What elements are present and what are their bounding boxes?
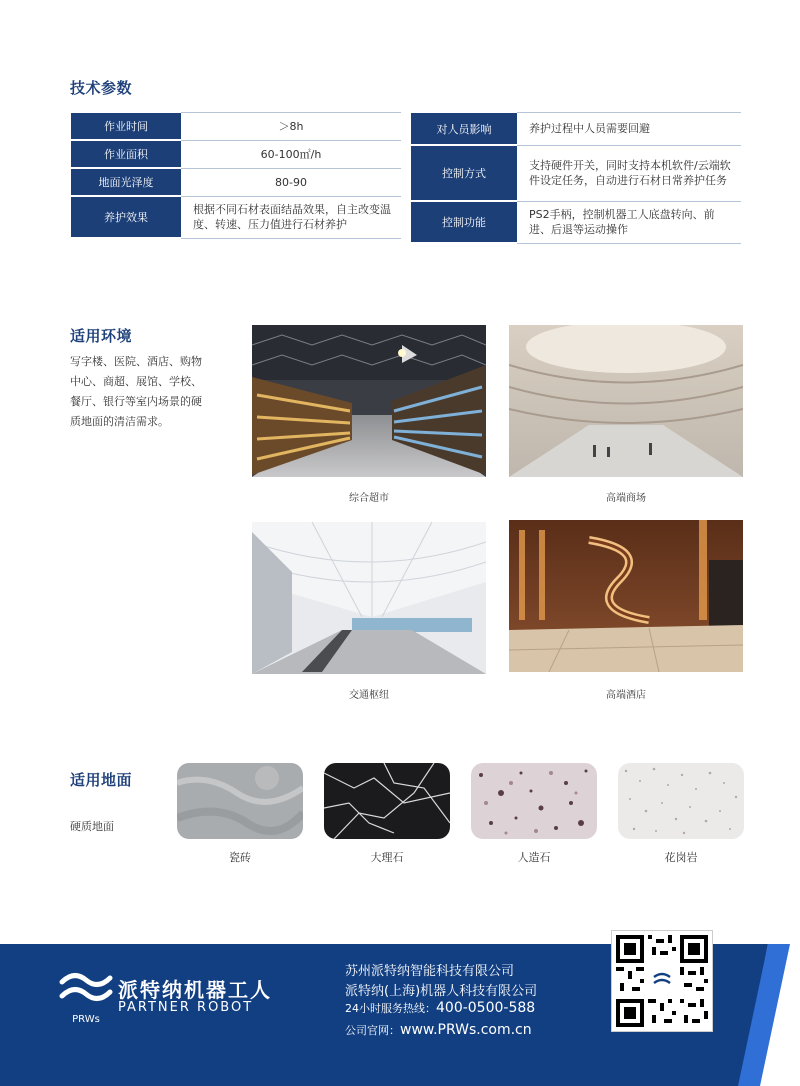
photo-transport-hub bbox=[252, 522, 486, 674]
tile-swatch bbox=[177, 763, 303, 839]
spec-value: 根据不同石材表面结晶效果，自主改变温度、转速、压力值进行石材养护 bbox=[181, 196, 401, 238]
table-row bbox=[411, 145, 741, 201]
spec-value: 80-90 bbox=[181, 168, 401, 196]
spec-key: 控制方式 bbox=[411, 145, 517, 201]
table-row bbox=[71, 196, 401, 238]
table-row bbox=[71, 168, 401, 196]
brand-name-en: PARTNER ROBOT bbox=[118, 1000, 254, 1015]
table-row bbox=[71, 140, 401, 168]
environment-section-title: 适用环境 bbox=[70, 327, 133, 345]
footer bbox=[0, 944, 800, 1086]
floor-caption: 大理石 bbox=[370, 851, 404, 864]
spec-value: 支持硬件开关，同时支持本机软件/云端软件设定任务，自动进行石材日常养护任务 bbox=[517, 145, 741, 201]
tech-spec-table-left bbox=[71, 111, 401, 239]
floor-caption: 花岗岩 bbox=[664, 851, 698, 864]
photo-caption: 高端商场 bbox=[606, 493, 646, 504]
photo-hotel bbox=[509, 520, 743, 672]
table-row bbox=[71, 112, 401, 140]
photo-caption: 高端酒店 bbox=[606, 690, 646, 701]
floors-section-title: 适用地面 bbox=[70, 771, 133, 789]
floor-caption: 人造石 bbox=[517, 851, 551, 864]
spec-value: ＞8h bbox=[181, 112, 401, 140]
photo-caption: 综合超市 bbox=[349, 493, 389, 504]
spec-key: 养护效果 bbox=[71, 196, 181, 238]
brand-name-cn: 派特纳机器工人 bbox=[118, 978, 272, 1002]
website bbox=[345, 1022, 532, 1038]
photo-mall bbox=[509, 325, 743, 477]
table-row bbox=[411, 112, 741, 145]
brand-logo bbox=[58, 968, 114, 1028]
spec-value: PS2手柄，控制机器工人底盘转向、前进、后退等运动操作 bbox=[517, 201, 741, 243]
qr-code bbox=[611, 930, 713, 1032]
hotline-label: 24小时服务热线： bbox=[345, 1002, 436, 1015]
photo-supermarket bbox=[252, 325, 486, 477]
spec-key: 作业时间 bbox=[71, 112, 181, 140]
environment-description: 写字楼、医院、酒店、购物中心、商超、展馆、学校、餐厅、银行等室内场景的硬质地面的清洁需求。 bbox=[70, 355, 202, 428]
marble-swatch bbox=[324, 763, 450, 839]
tech-spec-table-right bbox=[411, 111, 741, 244]
spec-key: 地面光泽度 bbox=[71, 168, 181, 196]
table-row bbox=[411, 201, 741, 243]
artificial-stone-swatch bbox=[471, 763, 597, 839]
granite-swatch bbox=[618, 763, 744, 839]
floors-subtitle: 硬质地面 bbox=[70, 820, 114, 833]
company-name-1: 苏州派特纳智能科技有限公司 bbox=[345, 964, 515, 979]
hotline bbox=[345, 1000, 535, 1016]
tech-section-title: 技术参数 bbox=[70, 79, 133, 97]
photo-caption: 交通枢纽 bbox=[349, 690, 389, 701]
spec-value: 60-100㎡/h bbox=[181, 140, 401, 168]
logo-text: PRWs bbox=[72, 1014, 100, 1025]
hotline-number: 400-0500-588 bbox=[436, 1000, 536, 1016]
company-name-2: 派特纳(上海)机器人科技有限公司 bbox=[345, 984, 538, 999]
website-label: 公司官网： bbox=[345, 1024, 400, 1037]
spec-key: 作业面积 bbox=[71, 140, 181, 168]
spec-key: 对人员影响 bbox=[411, 112, 517, 145]
spec-key: 控制功能 bbox=[411, 201, 517, 243]
floor-caption: 瓷砖 bbox=[229, 851, 251, 864]
spec-value: 养护过程中人员需要回避 bbox=[517, 112, 741, 145]
website-url[interactable]: www.PRWs.com.cn bbox=[400, 1022, 532, 1038]
